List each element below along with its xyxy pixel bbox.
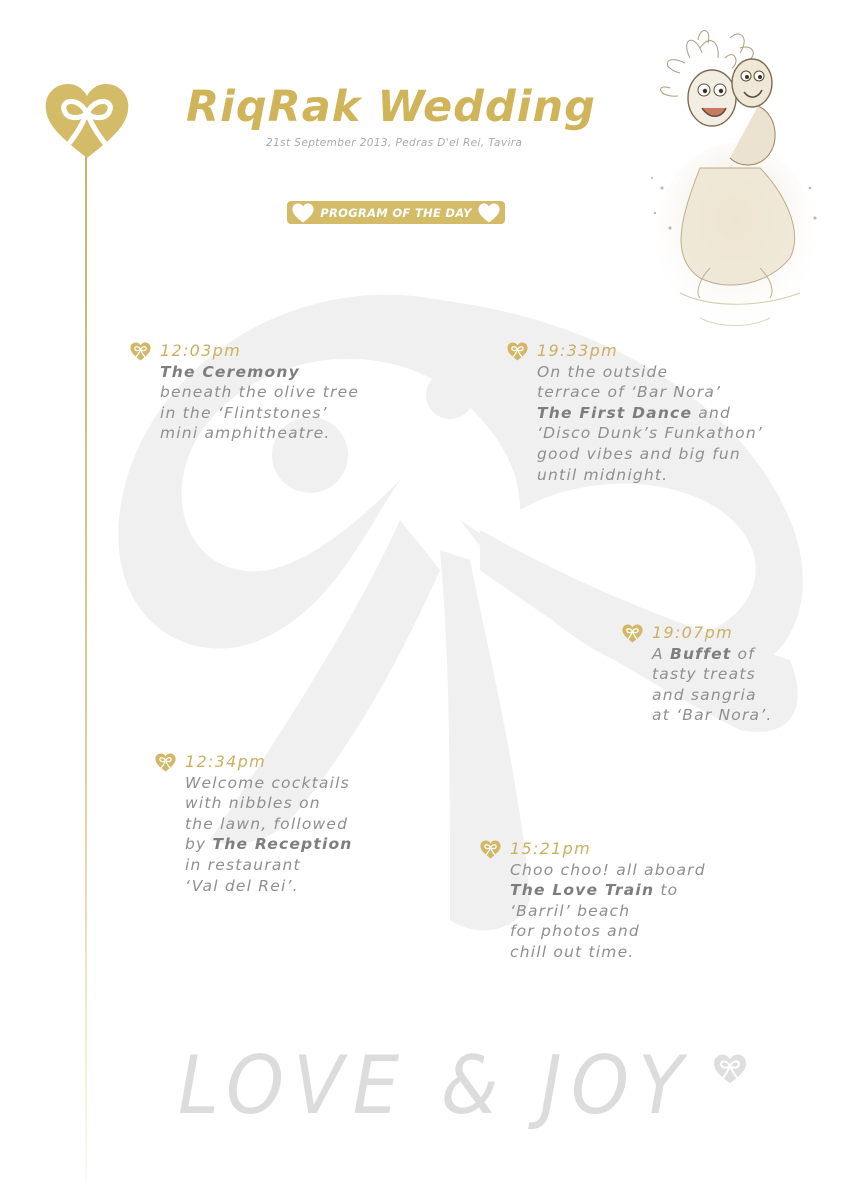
page-title: RiqRak Wedding: [186, 82, 596, 132]
event-line: in the ‘Flintstones’: [160, 403, 328, 422]
event-line: good vibes and big fun: [537, 444, 741, 463]
event-line: The First Dance and: [537, 403, 732, 422]
heart-bow-icon: [507, 342, 528, 361]
event-line: at ‘Bar Nora’.: [652, 706, 773, 725]
heart-bow-icon: [292, 203, 314, 223]
heart-bow-icon: [480, 840, 501, 859]
heart-bow-logo-icon: [44, 82, 130, 160]
event-line: the lawn, followed: [185, 814, 349, 833]
event-line: chill out time.: [510, 942, 635, 961]
heart-bow-icon: [713, 1054, 747, 1084]
event-first-dance: [537, 341, 763, 485]
event-time: 19:33pm: [537, 341, 618, 360]
event-line: until midnight.: [537, 465, 669, 484]
event-line: in restaurant: [185, 855, 301, 874]
event-ceremony: [160, 341, 359, 444]
event-love-train: [510, 839, 706, 963]
event-line: ‘Barril’ beach: [510, 901, 631, 920]
couple-illustration: [640, 28, 830, 338]
event-time: 12:34pm: [185, 752, 266, 771]
event-reception: [185, 752, 353, 896]
love-and-joy-slogan: LOVE & JOY: [178, 1039, 693, 1132]
event-line: beneath the olive tree: [160, 383, 360, 402]
event-line: terrace of ‘Bar Nora’: [537, 383, 722, 402]
event-line: for photos and: [510, 922, 640, 941]
event-time: 19:07pm: [652, 623, 733, 642]
event-line: The Love Train to: [510, 881, 679, 900]
event-buffet: [652, 623, 772, 726]
event-line: The Ceremony: [160, 362, 300, 381]
event-line: mini amphitheatre.: [160, 424, 331, 443]
event-line: A Buffet of: [652, 644, 755, 663]
heart-bow-icon: [622, 624, 643, 643]
program-label: PROGRAM OF THE DAY: [320, 205, 472, 220]
heart-bow-icon: [155, 753, 176, 772]
event-line: with nibbles on: [185, 794, 321, 813]
page-subtitle: 21st September 2013, Pedras D'el Rei, Tavira: [266, 137, 523, 149]
event-line: tasty treats: [652, 665, 756, 684]
heart-bow-icon: [130, 342, 151, 361]
event-line: by The Reception: [185, 835, 353, 854]
event-line: ‘Disco Dunk’s Funkathon’: [537, 424, 764, 443]
event-line: Choo choo! all aboard: [510, 860, 706, 879]
event-line: ‘Val del Rei’.: [185, 876, 299, 895]
event-line: Welcome cocktails: [185, 773, 350, 792]
stem-line: [85, 152, 87, 1182]
event-line: and sangria: [652, 685, 757, 704]
event-line: On the outside: [537, 362, 669, 381]
event-time: 15:21pm: [510, 839, 591, 858]
event-time: 12:03pm: [160, 341, 241, 360]
heart-bow-icon: [478, 203, 500, 223]
program-of-the-day-badge: [287, 201, 505, 224]
